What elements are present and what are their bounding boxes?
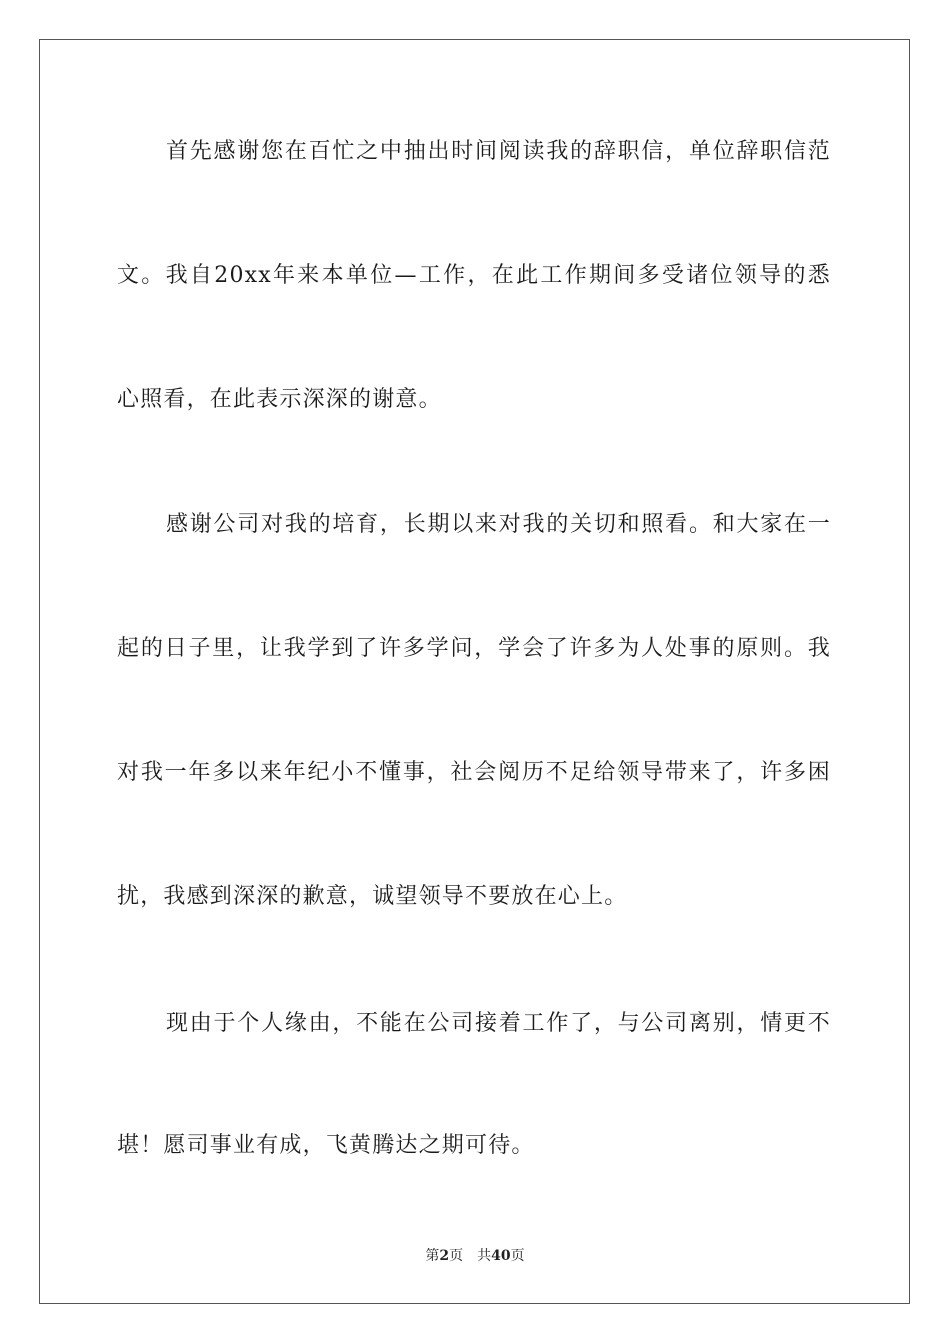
page-prefix: 第 [425, 1248, 440, 1264]
paragraph-2-line-1: 感谢公司对我的培育，长期以来对我的关切和照看。和大家在一 [166, 512, 831, 537]
page-suffix: 页 [449, 1248, 464, 1264]
paragraph-1-line-3: 心照看，在此表示深深的谢意。 [117, 387, 442, 412]
paragraph-1-line-1: 首先感谢您在百忙之中抽出时间阅读我的辞职信，单位辞职信范 [166, 139, 831, 164]
total-pages: 40 [491, 1248, 511, 1264]
paragraph-1-line-2: 文。我自20xx年来本单位—工作，在此工作期间多受诸位领导的悉 [117, 263, 831, 288]
paragraph-3-line-1: 现由于个人缘由，不能在公司接着工作了，与公司离别，情更不 [166, 1011, 831, 1036]
page-number: 2 [439, 1248, 450, 1264]
page-frame [39, 39, 910, 1304]
paragraph-2-line-3: 对我一年多以来年纪小不懂事，社会阅历不足给领导带来了，许多困 [117, 760, 831, 785]
total-prefix: 共 [477, 1248, 492, 1264]
paragraph-2-line-2: 起的日子里，让我学到了许多学问，学会了许多为人处事的原则。我 [117, 636, 831, 661]
page-footer [0, 1247, 950, 1265]
paragraph-3-line-2: 堪！愿司事业有成，飞黄腾达之期可待。 [117, 1133, 535, 1158]
paragraph-2-line-4: 扰，我感到深深的歉意，诚望领导不要放在心上。 [117, 884, 628, 909]
total-suffix: 页 [510, 1248, 525, 1264]
